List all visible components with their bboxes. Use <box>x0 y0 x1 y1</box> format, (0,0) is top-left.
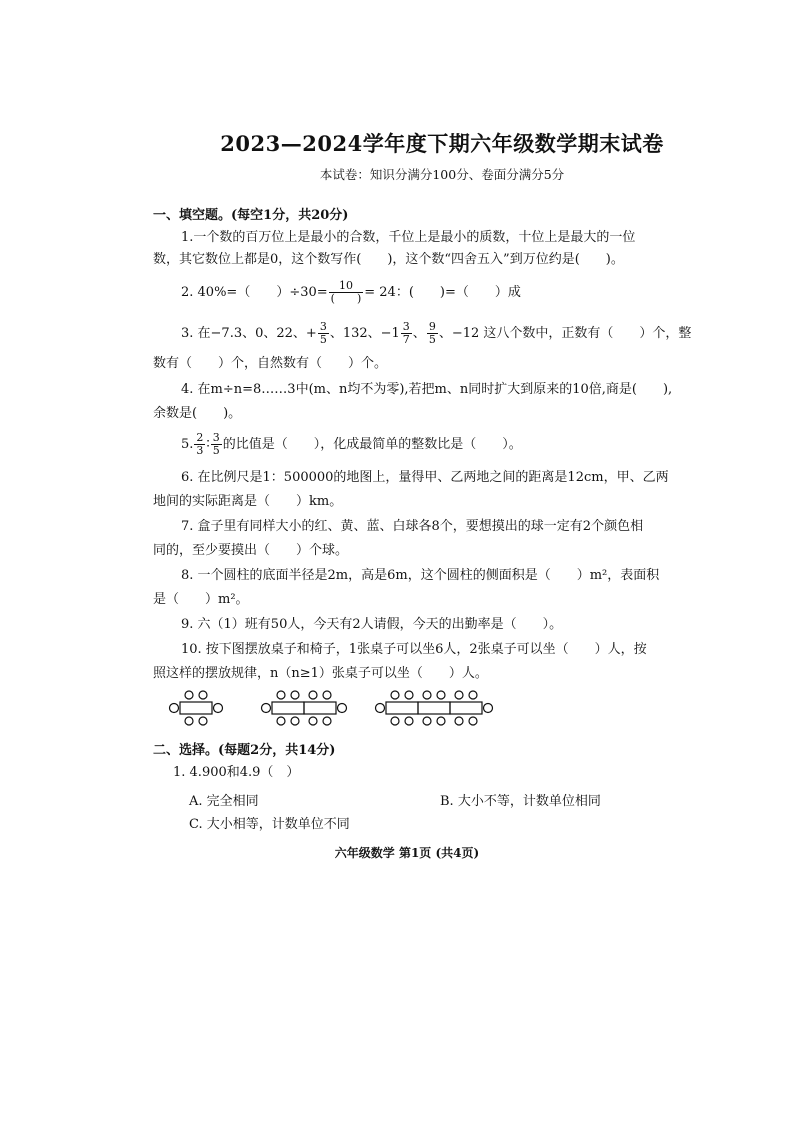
figure-two-tables <box>262 691 347 725</box>
q5-part-b: 的比值是（ ），化成最简单的整数比是（ ）。 <box>222 437 522 452</box>
figure-one-table <box>170 691 223 725</box>
section1-heading: 一、填空题。(每空1分，共20分) <box>153 208 349 223</box>
page-subtitle: 本试卷：知识分满分100分、卷面分满分5分 <box>319 167 565 182</box>
q2-part-b: = 24：( )=（ ）成 <box>364 285 521 300</box>
q5-f2-num: 3 <box>212 431 220 444</box>
q8-line2: 是（ ）m²。 <box>153 592 249 607</box>
figure-three-tables <box>376 691 493 725</box>
q5-colon: ∶ <box>206 437 210 452</box>
q1-line1: 1.一个数的百万位上是最小的合数，千位上是最小的质数，十位上是最大的一位 <box>181 230 636 245</box>
q5-f2-den: 5 <box>212 444 220 457</box>
q3-fraction-3 <box>427 321 438 346</box>
table-rect <box>180 702 212 714</box>
q7-line2: 同的，至少要摸出（ ）个球。 <box>153 543 349 558</box>
q2-fraction <box>329 280 364 305</box>
s2-q1-option-b: B. 大小不等，计数单位相同 <box>440 794 601 809</box>
q3-f3-den: 5 <box>428 333 436 346</box>
q2-fraction-den: ( ) <box>330 292 362 305</box>
q7-line1: 7. 盒子里有同样大小的红、黄、蓝、白球各8个，要想摸出的球一定有2个颜色相 <box>181 519 644 534</box>
q3-part-b: 、132、−1 <box>329 326 400 341</box>
q2-part-a: 2. 40%=（ ）÷30= <box>181 285 328 300</box>
q4-line1: 4. 在m÷n=8……3中(m、n均不为零),若把m、n同时扩大到原来的10倍,商是( ), <box>181 382 673 397</box>
q6-line2: 地间的实际距离是（ ）km。 <box>153 494 343 509</box>
q4-line2: 余数是( )。 <box>153 406 242 421</box>
q2-fraction-num: 10 <box>329 280 364 293</box>
q3-part-d: 、−12 这八个数中，正数有（ ）个，整 <box>438 326 692 341</box>
q3-part-c: 、 <box>412 326 426 341</box>
q2-line <box>181 280 521 305</box>
q3-f2-den: 7 <box>402 333 410 346</box>
q3-fraction-2 <box>401 321 412 346</box>
q3-line2: 数有（ ）个，自然数有（ ）个。 <box>153 356 388 371</box>
s2-q1-option-a: A. 完全相同 <box>189 794 259 809</box>
s2-q1: 1. 4.900和4.9（ ） <box>173 765 300 780</box>
q5-line <box>181 432 522 457</box>
page-title: 2023—2024学年度下期六年级数学期末试卷 <box>220 131 664 156</box>
q3-line1 <box>181 321 691 346</box>
q5-f1-den: 3 <box>196 444 204 457</box>
q10-line1: 10. 按下图摆放桌子和椅子，1张桌子可以坐6人，2张桌子可以坐（ ）人，按 <box>181 642 647 657</box>
q1-line2: 数，其它数位上都是0，这个数写作( )，这个数“四舍五入”到万位约是( )。 <box>153 252 624 267</box>
q3-fraction-1 <box>318 321 329 346</box>
q5-f1-num: 2 <box>196 431 204 444</box>
q5-fraction-1 <box>194 432 205 457</box>
q3-part-a: 3. 在−7.3、0、22、+ <box>181 326 317 341</box>
q3-f3-num: 9 <box>428 320 436 333</box>
q3-f2-num: 3 <box>402 320 410 333</box>
q6-line1: 6. 在比例尺是1：500000的地图上，量得甲、乙两地之间的距离是12cm，甲、乙两 <box>181 470 669 485</box>
page-footer: 六年级数学 第1页 (共4页) <box>334 846 480 860</box>
q9-line: 9. 六（1）班有50人，今天有2人请假，今天的出勤率是（ ）。 <box>181 617 563 632</box>
q3-f1-den: 5 <box>319 333 327 346</box>
q5-fraction-2 <box>211 432 222 457</box>
q10-line2: 照这样的摆放规律，n（n≥1）张桌子可以坐（ ）人。 <box>153 666 488 681</box>
q3-f1-num: 3 <box>319 320 327 333</box>
table-chair-diagram <box>164 690 644 730</box>
q8-line1: 8. 一个圆柱的底面半径是2m，高是6m，这个圆柱的侧面积是（ ）m²，表面积 <box>181 568 660 583</box>
q5-part-a: 5. <box>181 437 194 452</box>
s2-q1-option-c: C. 大小相等，计数单位不同 <box>189 817 350 832</box>
section2-heading: 二、选择。(每题2分，共14分) <box>153 743 336 758</box>
